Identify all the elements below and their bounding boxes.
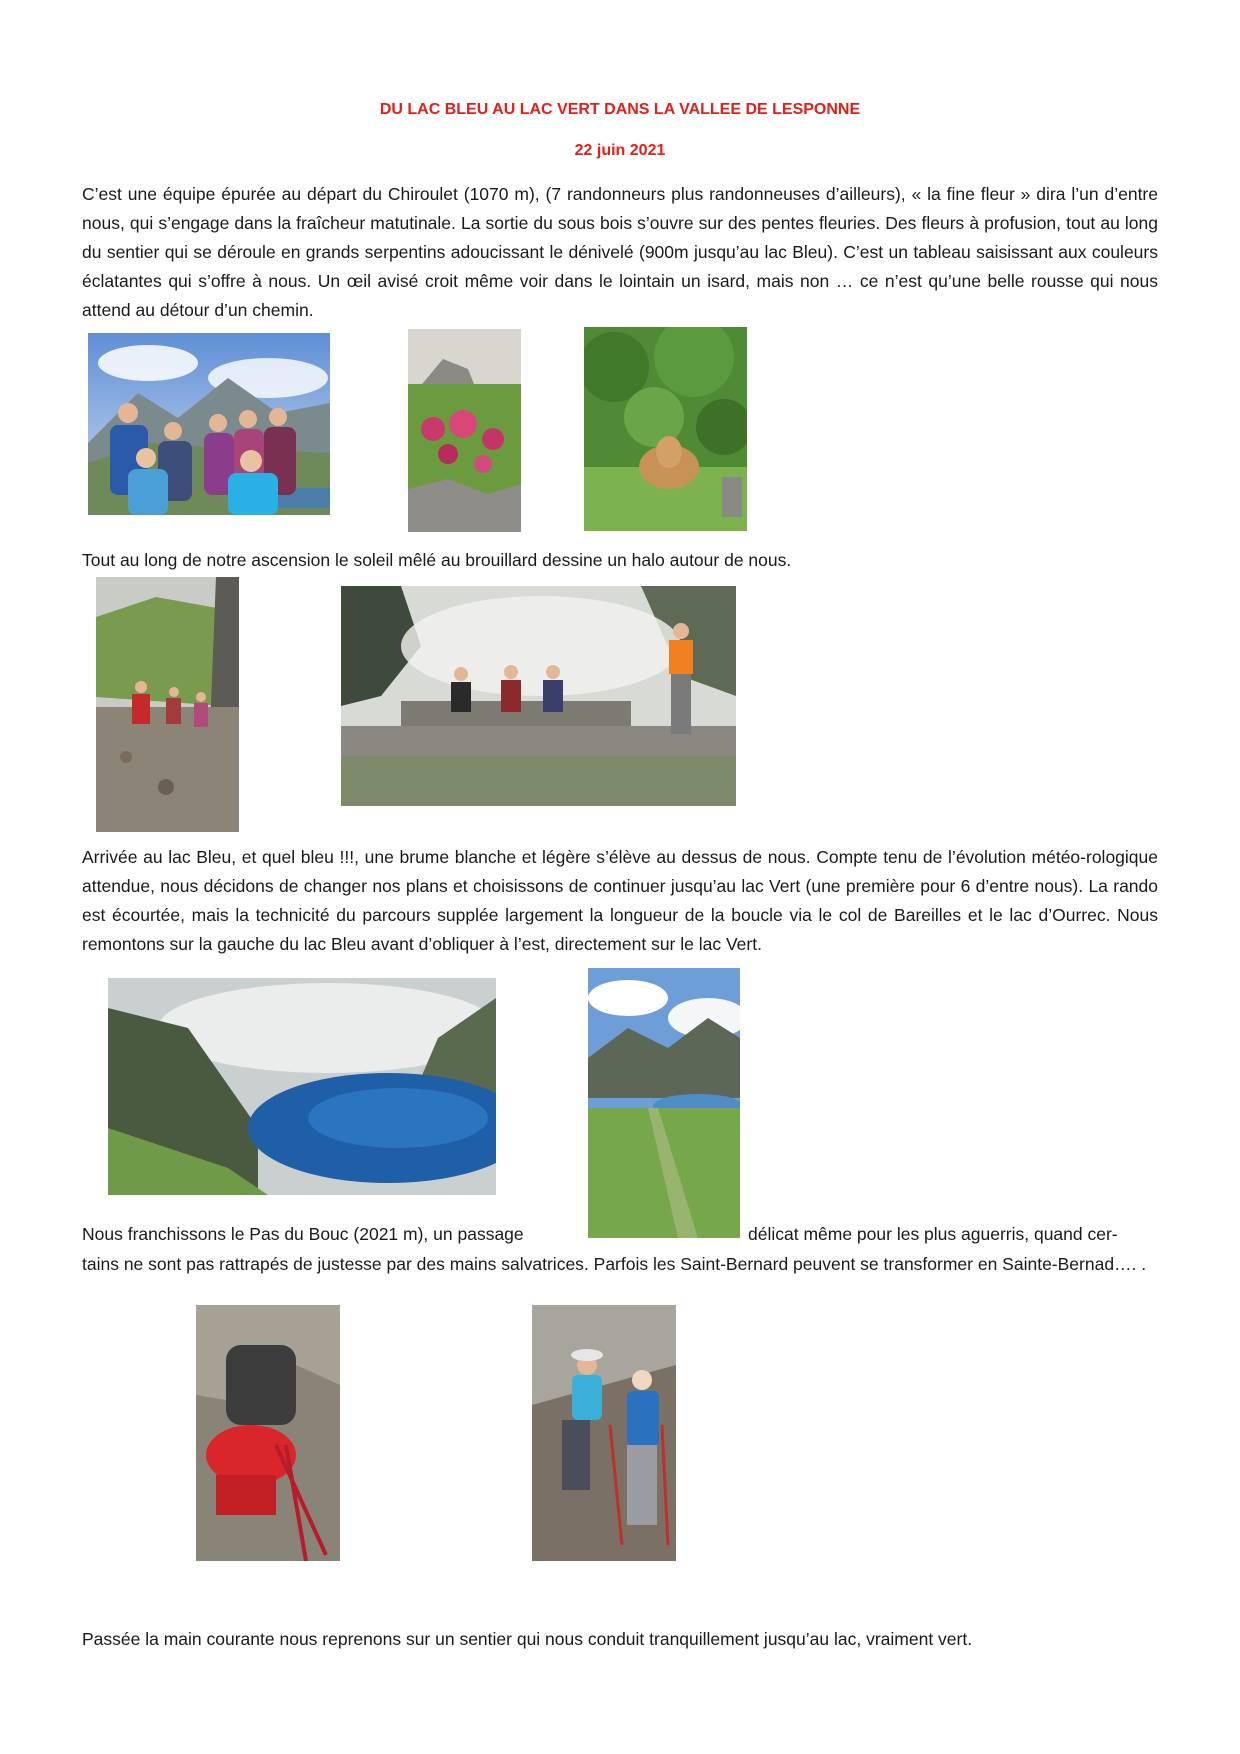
- photo-cow: [584, 327, 747, 531]
- photo-helping-hand: [532, 1305, 676, 1561]
- photo-climber-red: [196, 1305, 340, 1561]
- document-title: DU LAC BLEU AU LAC VERT DANS LA VALLEE DE LESPONNE: [379, 101, 861, 118]
- photo-trail-hikers: [96, 577, 239, 832]
- paragraph-lac-bleu: Arrivée au lac Bleu, et quel bleu !!!, une brume blanche et légère s’élève au dessus de nous. Compte tenu de l’évolution météo-rologique attendue, nous décidons de changer nos plans et choisissons de continuer jusqu’au lac Vert (une première pour 6 d’entre nous). La rando est écourtée, mais la technicité du parcours supplée largement la longueur de la boucle via le col de Bareilles et le lac d’Ourrec. Nous remontons sur la gauche du lac Bleu avant d’obliquer à l’est, directement sur le lac Vert.: [82, 847, 1158, 954]
- photo-misty-wall: [341, 586, 736, 806]
- photo-lac-bleu: [108, 978, 496, 1195]
- paragraph-intro: C’est une équipe épurée au départ du Chiroulet (1070 m), (7 randonneurs plus randonneuses d’ailleurs), « la fine fleur » dira l’un d’entre nous, qui s’engage dans la fraîcheur matutinale. La sortie du sous bois s’ouvre sur des pentes fleuries. Des fleurs à profusion, tout au long du sentier qui se déroule en grands serpentins adoucissant le dénivelé (900m jusqu’au lac Bleu). C’est un tableau saisissant aux couleurs éclatantes qui s’offre à nous. Un œil avisé croit même voir dans le lointain un isard, mais non … ce n’est qu’une belle rousse qui nous attend au détour d’un chemin.: [82, 184, 1158, 320]
- document-date: 22 juin 2021: [574, 142, 666, 159]
- paragraph-pas-du-bouc-start: Nous franchissons le Pas du Bouc (2021 m), un passage: [82, 1224, 524, 1244]
- paragraph-pas-du-bouc-end: délicat même pour les plus aguerris, quand cer-: [748, 1224, 1118, 1244]
- paragraph-lac-vert: Passée la main courante nous reprenons sur un sentier qui nous conduit tranquillement jusqu’au lac, vraiment vert.: [82, 1629, 973, 1649]
- photo-group-selfie: [88, 333, 330, 515]
- paragraph-pas-du-bouc: tains ne sont pas rattrapés de justesse par des mains salvatrices. Parfois les Saint-Bernard peuvent se transformer en Sainte-Bernad…. .: [82, 1254, 1147, 1274]
- photo-meadow-path: [588, 968, 740, 1238]
- paragraph-halo: Tout au long de notre ascension le soleil mêlé au brouillard dessine un halo autour de nous.: [82, 550, 792, 570]
- photo-rhododendrons: [408, 329, 521, 532]
